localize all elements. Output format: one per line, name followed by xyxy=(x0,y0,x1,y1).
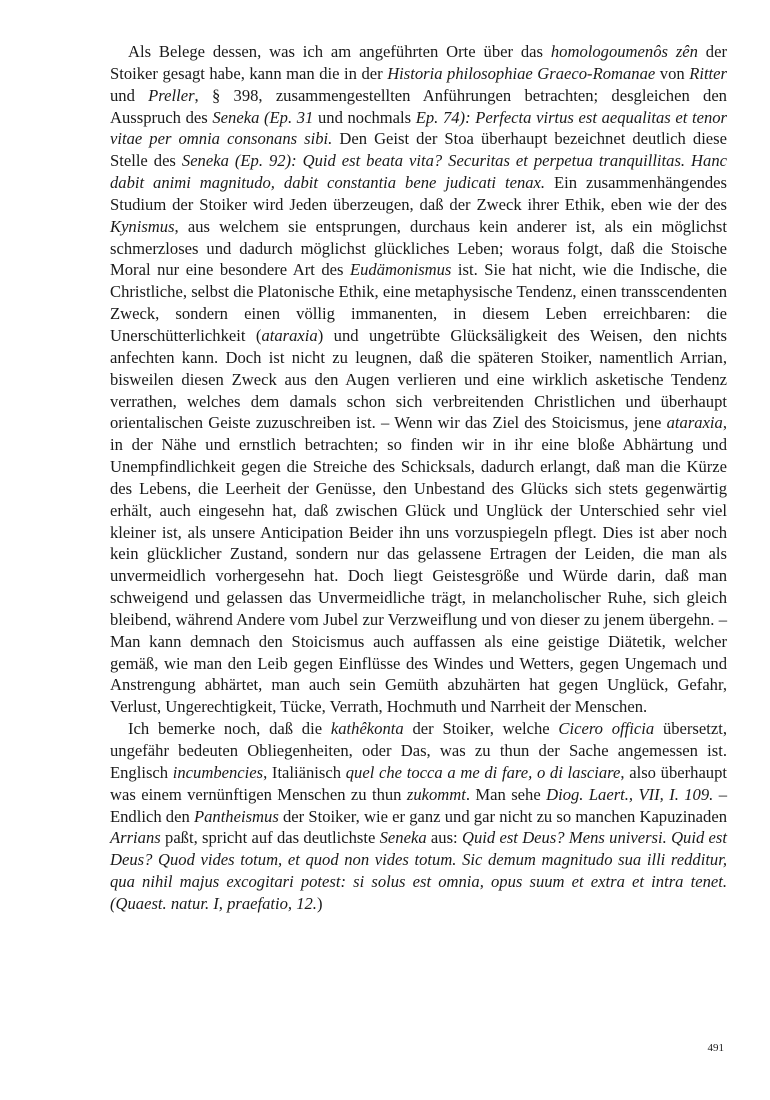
text-run: und nochmals xyxy=(313,107,416,127)
text-run: , also überhaupt was einem vernünftigen Menschen zu thun xyxy=(110,762,728,804)
italic-run: Historia philosophiae Graeco-Romanae xyxy=(387,63,656,83)
text-run: Ich bemerke noch, daß die xyxy=(128,719,331,739)
italic-run: Preller xyxy=(148,85,195,105)
text-run: , aus welchem sie entsprungen, durchaus kein anderer ist, als ein möglichst schmerzloses und dadurch möglichst glückliches Leben; woraus folgt, daß die Stoische Moral nur eine besondere Art des xyxy=(110,216,727,280)
paragraph-2 xyxy=(110,718,727,915)
text-run: der Stoiker gesagt habe, kann man die in der xyxy=(110,42,727,83)
page-number: 491 xyxy=(707,1042,724,1054)
text-run: ist. Sie hat nicht, wie die Indische, die Christliche, selbst die Platonische Ethik, eine metaphysische Tendenz, einen transscendenten Zweck, sondern einen völlig immanenten, in diesem Leben erreichbaren: die Unerschütterlichkeit ( xyxy=(110,260,728,345)
text-run: Ein zusammenhängendes Studium der Stoiker wird Jeden überzeugen, daß der Zweck ihrer Ethik, eben wie der des xyxy=(110,173,728,214)
italic-run: zukommt xyxy=(406,784,466,804)
text-run: . Man sehe xyxy=(465,784,547,804)
text-run: übersetzt, ungefähr bedeuten Obliegenheiten, oder Das, was zu thun der Sache angemessen ist. Englisch xyxy=(110,719,727,782)
italic-run: quel che tocca a me di fare, o di lasciare xyxy=(345,762,621,782)
italic-run: ataraxia xyxy=(261,325,318,345)
text-run: von xyxy=(655,63,690,83)
italic-run: Arrians xyxy=(110,828,161,848)
text-run: , Italiänisch xyxy=(263,762,346,782)
italic-run: incumbencies xyxy=(172,762,264,782)
italic-run: Quid est Deus? Mens universi. Quid est Deus? Quod vides totum, et quod non vides totum. Sic demum magnitudo sua illi redditur, qua nihil majus excogitari potest: si solus est omnia, opus suum et extra et intra tenet. (Quaest. natur. I, praefatio, 12. xyxy=(110,828,727,913)
italic-run: Seneka xyxy=(379,828,427,848)
text-run: paßt, spricht auf das deutlichste xyxy=(160,828,380,848)
text-run: und xyxy=(110,85,149,105)
text-run: , in der Nähe und ernstlich betrachten; so finden wir in ihr eine bloße Abhärtung und Unempfindlichkeit gegen die Streiche des Schicksals, dadurch erlangt, daß man die Kürze des Lebens, die Leerheit der Genüsse, den Unbestand des Glücks sich stets gegenwärtig erhält, auch eingesehn hat, daß zwischen Glück und Unglück der Unterschied sehr viel kleiner ist, als unsere Anticipation Beider ihn uns vorzuspiegeln pflegt. Dies ist aber noch kein glücklicher Zustand, sondern nur das gelassene Ertragen der Leiden, die man als unvermeidlich vorhergesehn hat. Doch liegt Geistesgröße und Würde darin, daß man schweigend und gelassen das Unvermeidliche trägt, in melancholischer Ruhe, sich gleich bleibend, während Andere vom Jubel zur Verzweiflung und von dieser zu jenem übergehn. – Man kann demnach den Stoicismus auch auffassen als eine geistige Diätetik, welcher gemäß, wie man den Leib gegen Einflüsse des Windes und Wetters, gegen Ungemach und Anstrengung abhärtet, man auch sein Gemüth abzuhärten hat gegen Unglück, Gefahr, Verlust, Ungerechtigkeit, Tücke, Verrath, Hochmuth und Narrheit der Menschen. xyxy=(110,413,727,717)
text-run: Als Belege dessen, was ich am angeführten Orte über das xyxy=(128,42,551,61)
italic-run: Kynismus xyxy=(110,216,175,236)
italic-run: Ritter xyxy=(689,63,727,83)
italic-run: ataraxia xyxy=(666,413,723,433)
text-run: der Stoiker, welche xyxy=(403,719,559,739)
italic-run: homologoumenôs zên xyxy=(550,42,698,61)
text-run: ) xyxy=(316,893,323,913)
paragraph-1 xyxy=(110,41,727,718)
italic-run: Pantheismus xyxy=(193,806,279,826)
text-run: Den Geist der Stoa überhaupt bezeichnet deutlich diese Stelle des xyxy=(110,129,727,171)
text-run: der Stoiker, wie er ganz und gar nicht zu so manchen Kapuzinaden xyxy=(278,806,727,826)
italic-run: Ep. 74): Perfecta virtus est aequalitas et tenor vitae per omnia consonans sibi. xyxy=(110,107,728,149)
italic-run: Cicero officia xyxy=(558,719,655,739)
text-run: ) und ungetrübte Glücksäligkeit des Weisen, den nichts anfechten kann. Doch ist nicht zu leugnen, daß die späteren Stoiker, namentlich Arrian, bisweilen diesen Zweck aus den Augen verlieren und eine wirklich asketische Tendenz verrathen, welches dem damals schon sich verbreitenden Christlichen und überhaupt orientalischen Geiste zuzuschreiben ist. – Wenn wir das Ziel des Stoicismus, jene xyxy=(110,325,728,433)
italic-run: Seneka (Ep. 31 xyxy=(212,107,314,127)
italic-run: Diog. Laert., VII, I. 109. xyxy=(546,784,714,804)
italic-run: kathêkonta xyxy=(330,719,404,739)
italic-run: Seneka (Ep. 92): Quid est beata vita? Securitas et perpetua tranquillitas. Hanc dabit animi magnitudo, dabit constantia bene judicati tenax. xyxy=(110,151,727,193)
text-run: , § 398, zusammengestellten Anführungen betrachten; desgleichen den Ausspruch des xyxy=(110,85,727,127)
body-text xyxy=(110,41,727,915)
text-run: aus: xyxy=(426,828,462,848)
text-run: – Endlich den xyxy=(110,784,728,826)
italic-run: Eudämonismus xyxy=(349,260,452,280)
